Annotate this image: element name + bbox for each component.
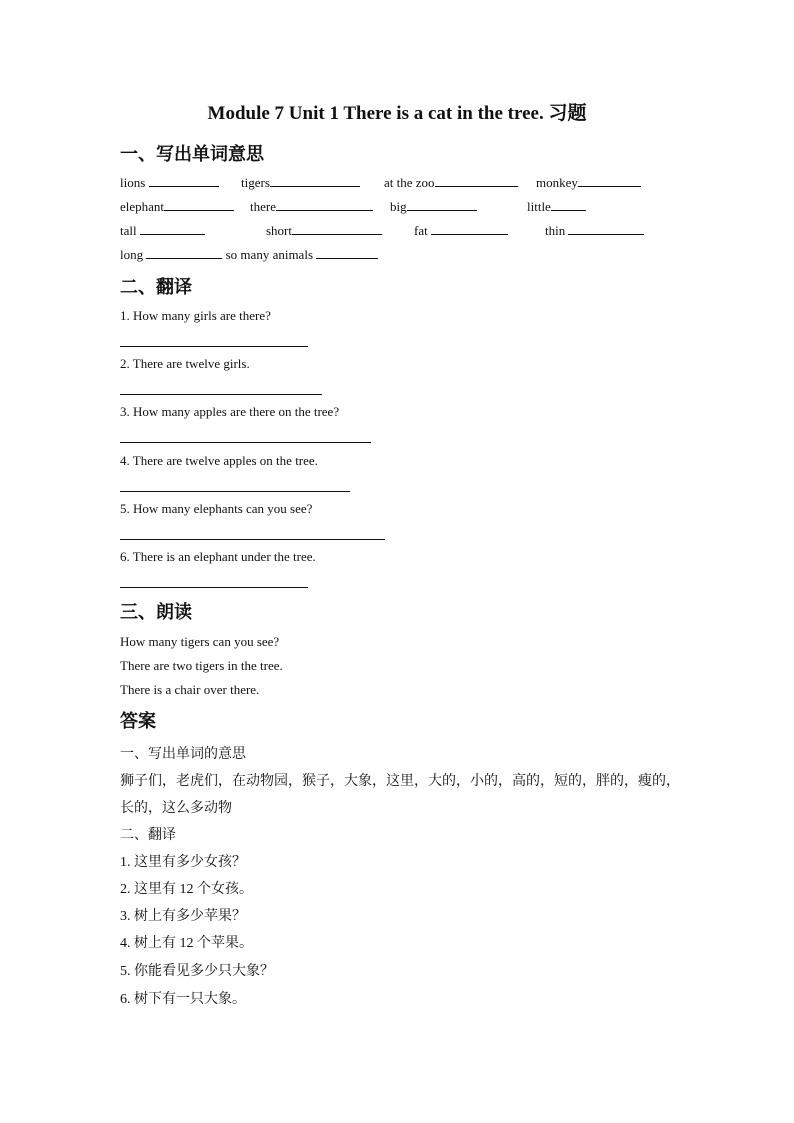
word-item: at the zoo [384, 175, 518, 191]
translate-item: 3. How many apples are there on the tree? [120, 404, 340, 419]
word-item: tigers [241, 175, 360, 191]
answer-blank[interactable] [149, 175, 219, 187]
word-item: thin [545, 223, 644, 239]
word-item: long so many animals [120, 247, 378, 263]
answer-item: 5. 你能看见多少只大象？ [120, 964, 274, 979]
answer-item: 3. 树上有多少苹果？ [120, 909, 246, 924]
section2-heading: 二、翻译 [120, 277, 192, 297]
answer-blank[interactable] [568, 223, 644, 235]
answer-blank[interactable] [407, 199, 477, 211]
word-item: little [527, 199, 586, 215]
answer-blank[interactable] [316, 247, 378, 259]
answer-blank[interactable] [276, 199, 373, 211]
answers-heading: 答案 [120, 711, 156, 731]
answer-item: 2. 这里有 12 个女孩。 [120, 882, 253, 897]
read-line: There is a chair over there. [120, 682, 260, 697]
answers-part1-line: 长的，这么多动物 [120, 801, 232, 816]
answer-line[interactable] [120, 346, 308, 347]
answer-blank[interactable] [146, 247, 222, 259]
answer-line[interactable] [120, 491, 350, 492]
answer-blank[interactable] [551, 199, 586, 211]
word-item: big [390, 199, 477, 215]
translate-item: 2. There are twelve girls. [120, 356, 250, 371]
answer-blank[interactable] [292, 223, 382, 235]
section3-heading: 三、朗读 [120, 602, 192, 622]
read-line: There are two tigers in the tree. [120, 658, 283, 673]
answer-line[interactable] [120, 539, 385, 540]
answer-blank[interactable] [431, 223, 508, 235]
translate-item: 6. There is an elephant under the tree. [120, 549, 316, 564]
answer-blank[interactable] [578, 175, 641, 187]
answer-blank[interactable] [164, 199, 234, 211]
answers-part1-line: 狮子们，老虎们，在动物园，猴子，大象，这里，大的，小的，高的，短的，胖的，瘦的， [120, 774, 680, 789]
translate-item: 1. How many girls are there? [120, 308, 271, 323]
translate-item: 4. There are twelve apples on the tree. [120, 453, 318, 468]
answer-line[interactable] [120, 442, 371, 443]
answer-line[interactable] [120, 394, 322, 395]
read-line: How many tigers can you see? [120, 634, 280, 649]
answer-blank[interactable] [140, 223, 205, 235]
answer-blank[interactable] [270, 175, 360, 187]
answer-line[interactable] [120, 587, 308, 588]
answers-part2-heading: 二、翻译 [120, 828, 176, 843]
answer-item: 4. 树上有 12 个苹果。 [120, 936, 253, 951]
word-item: short [266, 223, 382, 239]
answer-blank[interactable] [435, 175, 518, 187]
word-item: fat [414, 223, 508, 239]
translate-item: 5. How many elephants can you see? [120, 501, 313, 516]
page-title: Module 7 Unit 1 There is a cat in the tree. 习题 [207, 103, 587, 124]
word-item: tall [120, 223, 205, 239]
word-item: elephant [120, 199, 234, 215]
answer-item: 1. 这里有多少女孩？ [120, 855, 246, 870]
word-item: lions [120, 175, 219, 191]
answer-item: 6. 树下有一只大象。 [120, 992, 246, 1007]
answers-part1-heading: 一、写出单词的意思 [120, 747, 246, 762]
section1-heading: 一、写出单词意思 [120, 144, 264, 164]
word-item: monkey [536, 175, 641, 191]
word-item: there [250, 199, 373, 215]
